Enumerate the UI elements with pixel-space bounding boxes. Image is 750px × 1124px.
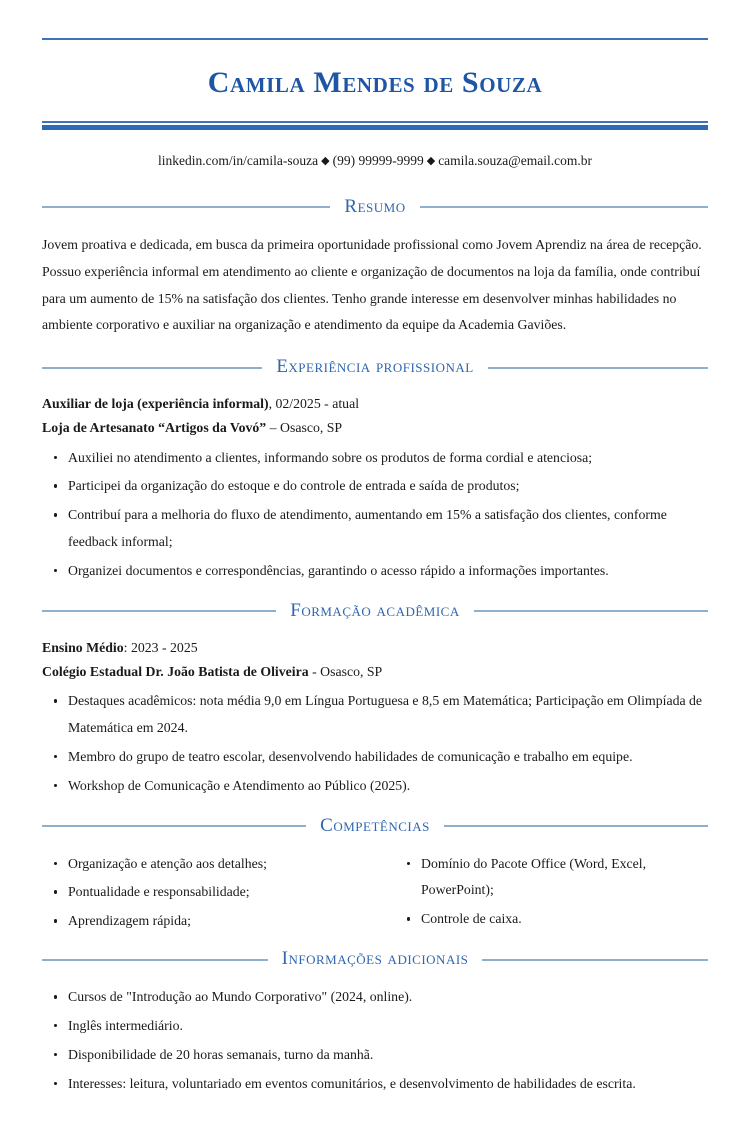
skills-list-right <box>395 851 708 934</box>
list-item: Auxiliei no atendimento a clientes, informando sobre os produtos de forma cordial e atenciosa; <box>42 445 708 472</box>
section-skills-heading <box>42 816 708 837</box>
education-school-line <box>42 660 708 684</box>
list-item: Contribuí para a melhoria do fluxo de atendimento, aumentando em 15% a satisfação dos clientes, conforme feedback informal; <box>42 502 708 556</box>
section-rule-right <box>482 959 708 961</box>
list-item: Domínio do Pacote Office (Word, Excel, PowerPoint); <box>395 851 708 905</box>
education-bullet-list <box>42 688 708 800</box>
list-item: Workshop de Comunicação e Atendimento ao Público (2025). <box>42 773 708 800</box>
education-school: Colégio Estadual Dr. João Batista de Oliveira <box>42 664 309 679</box>
summary-paragraph: Jovem proativa e dedicada, em busca da primeira oportunidade profissional como Jovem Aprendiz na área de recepção. Possuo experiência informal em atendimento ao cliente e organização de documentos na loja da família, onde contribuí para um aumento de 15% na satisfação dos clientes. Tenho grande interesse em desenvolver minhas habilidades no ambiente corporativo e auxiliar na organização e atendimento da equipe da Academia Gaviões. <box>42 236 702 333</box>
candidate-name: Camila Mendes de Souza <box>207 66 543 99</box>
contact-linkedin[interactable]: linkedin.com/in/camila-souza <box>158 153 319 168</box>
list-item: Destaques acadêmicos: nota média 9,0 em Língua Portuguesa e 8,5 em Matemática; Participação em Olimpíada de Matemática em 2024. <box>42 688 708 742</box>
section-title: Formação acadêmica <box>290 599 460 621</box>
section-title: Experiência profissional <box>276 356 474 378</box>
section-experience-heading <box>42 357 708 378</box>
section-rule-right <box>488 367 708 369</box>
section-rule-left <box>42 206 330 208</box>
experience-location: – Osasco, SP <box>266 420 343 436</box>
contact-line <box>42 152 708 171</box>
section-title: Resumo <box>344 195 406 217</box>
list-item: Organização e atenção aos detalhes; <box>42 851 375 878</box>
list-item: Aprendizagem rápida; <box>42 908 375 935</box>
experience-dates: , 02/2025 - atual <box>268 396 360 412</box>
section-skills <box>42 816 708 938</box>
list-item: Participei da organização do estoque e do controle de entrada e saída de produtos; <box>42 473 708 500</box>
header-bottom-rule <box>42 121 708 130</box>
section-title: Competências <box>320 814 430 836</box>
contact-separator-icon: ◆ <box>426 155 436 167</box>
education-location: - Osasco, SP <box>308 664 383 679</box>
header-top-rule <box>42 38 708 40</box>
section-summary-heading <box>42 197 708 218</box>
list-item: Cursos de "Introdução ao Mundo Corporativo" (2024, online). <box>42 984 708 1011</box>
section-rule-left <box>42 367 262 369</box>
section-summary <box>42 197 708 339</box>
resume-header <box>42 38 708 171</box>
skills-columns <box>42 851 708 938</box>
section-rule-right <box>420 206 708 208</box>
list-item: Pontualidade e responsabilidade; <box>42 879 375 906</box>
education-degree: Ensino Médio <box>42 639 124 655</box>
list-item: Interesses: leitura, voluntariado em eventos comunitários, e desenvolvimento de habilidades de escrita. <box>42 1071 708 1098</box>
section-additional-heading <box>42 949 708 970</box>
list-item: Inglês intermediário. <box>42 1013 708 1040</box>
additional-bullet-list <box>42 984 708 1098</box>
experience-bullet-list <box>42 445 708 585</box>
education-dates: : 2023 - 2025 <box>123 639 198 655</box>
experience-role-line <box>42 392 708 416</box>
experience-role: Auxiliar de loja (experiência informal) <box>42 396 269 412</box>
section-rule-left <box>42 825 306 827</box>
experience-company: Loja de Artesanato “Artigos da Vovó” <box>42 420 267 436</box>
section-education-heading <box>42 601 708 622</box>
header-rule-thick <box>42 125 708 130</box>
skills-list-left <box>42 851 375 936</box>
contact-separator-icon: ◆ <box>321 155 330 167</box>
experience-company-line <box>42 416 708 440</box>
list-item: Organizei documentos e correspondências, garantindo o acesso rápido a informações importantes. <box>42 558 708 585</box>
section-title: Informações adicionais <box>281 948 469 970</box>
contact-phone[interactable]: (99) 99999-9999 <box>332 153 424 168</box>
section-experience <box>42 357 708 585</box>
education-degree-line <box>42 636 708 660</box>
list-item: Disponibilidade de 20 horas semanais, turno da manhã. <box>42 1042 708 1069</box>
list-item: Membro do grupo de teatro escolar, desenvolvendo habilidades de comunicação e trabalho em equipe. <box>42 744 708 771</box>
list-item: Controle de caixa. <box>395 906 708 933</box>
skills-column-right <box>375 851 708 938</box>
skills-column-left <box>42 851 375 938</box>
contact-email[interactable]: camila.souza@email.com.br <box>438 153 592 168</box>
section-additional <box>42 949 708 1097</box>
section-rule-left <box>42 610 276 612</box>
section-education <box>42 601 708 800</box>
section-rule-right <box>474 610 708 612</box>
section-rule-right <box>444 825 708 827</box>
section-rule-left <box>42 959 268 961</box>
